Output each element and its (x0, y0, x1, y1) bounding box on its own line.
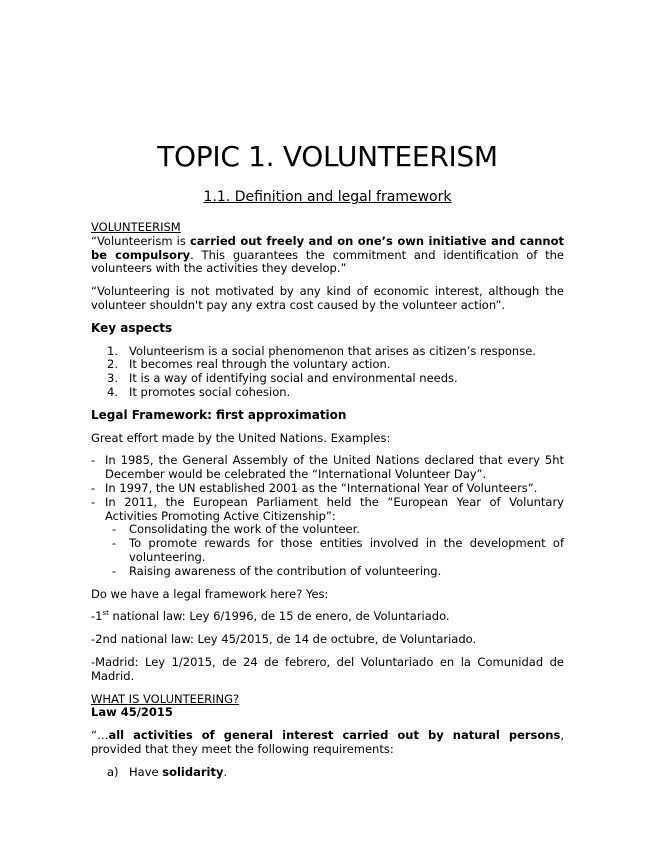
list-item (91, 537, 564, 565)
volunteerism-heading: VOLUNTEERISM (91, 220, 181, 234)
dash-marker: - (91, 494, 96, 509)
law1-post: national law: Ley 6/1996, de 15 de enero, de Voluntariado. (108, 609, 450, 624)
list-item (91, 358, 564, 372)
list-item (91, 386, 564, 400)
list-item (91, 766, 564, 780)
law-reference: Law 45/2015 (91, 705, 173, 720)
legal-examples-list (91, 454, 564, 578)
dash-marker: - (112, 522, 117, 537)
list-text: It promotes social cohesion. (129, 384, 291, 399)
req-bold: solidarity (162, 764, 224, 779)
legal-framework-heading: Legal Framework: first approximation (91, 407, 347, 422)
list-text: To promote rewards for those entities involved in the development of volunteering. (129, 536, 564, 564)
quote1-bold: carried out freely and on one’s own initiative and cannot be compulsory (91, 233, 564, 262)
quote1-post: . This guarantees the commitment and identification of the volunteers with the activities they develop.” (91, 247, 564, 276)
law-2: -2nd national law: Ley 45/2015, de 14 de octubre, de Voluntariado. (91, 632, 477, 647)
law-1 (91, 610, 564, 624)
page-title: TOPIC 1. VOLUNTEERISM (157, 140, 498, 173)
list-item (91, 565, 564, 579)
body-content (91, 221, 564, 780)
dash-marker: - (91, 480, 96, 495)
list-text: Raising awareness of the contribution of volunteering. (129, 563, 442, 578)
quote1-pre: “Volunteerism is (91, 233, 190, 248)
list-text: In 1985, the General Assembly of the United Nations declared that every 5ht December would be celebrated the “International Volunteer Day”. (105, 453, 564, 482)
dash-marker: - (91, 453, 96, 468)
list-number: 1. (107, 343, 118, 358)
list-number: 3. (107, 371, 118, 386)
req-post: . (223, 764, 228, 779)
list-item (91, 482, 564, 496)
volunteerism-quote-1 (91, 235, 564, 276)
requirements-list (91, 766, 564, 780)
list-text: It is a way of identifying social and environmental needs. (129, 371, 458, 386)
section-subtitle (0, 188, 655, 206)
list-text: In 1997, the UN established 2001 as the “International Year of Volunteers”. (105, 480, 538, 495)
quote-bold: all activities of general interest carried out by natural persons (108, 728, 561, 743)
legal-intro: Great effort made by the United Nations. Examples: (91, 430, 391, 445)
law1-sup: st (102, 609, 109, 618)
subtitle-text: 1.1. Definition and legal framework (203, 189, 452, 205)
key-aspects-list (91, 345, 564, 400)
volunteerism-quote-2: “Volunteering is not motivated by any kind of economic interest, although the volunteer shouldn't pay any extra cost caused by the volunteer action”. (91, 284, 564, 312)
list-item (91, 496, 564, 579)
quote-post: , provided that they meet the following requirements: (91, 728, 564, 756)
list-item (91, 454, 564, 482)
key-aspects-heading: Key aspects (91, 320, 173, 335)
list-text: Volunteerism is a social phenomenon that arises as citizen’s response. (129, 343, 536, 358)
list-number: a) (107, 764, 119, 779)
list-number: 2. (107, 357, 118, 372)
list-number: 4. (107, 384, 118, 399)
what-is-quote (91, 729, 564, 757)
legal-question: Do we have a legal framework here? Yes: (91, 586, 329, 601)
dash-marker: - (112, 563, 117, 578)
what-is-heading: WHAT IS VOLUNTEERING? (91, 691, 240, 706)
list-item (91, 372, 564, 386)
list-text: In 2011, the European Parliament held the “European Year of Voluntary Activities Promoting Active Citizenship”: (105, 494, 564, 523)
req-pre: Have (129, 764, 163, 779)
dash-marker: - (112, 536, 117, 551)
list-item (91, 345, 564, 359)
quote-pre: “… (91, 728, 109, 743)
law1-pre: -1 (91, 609, 103, 624)
law-3: -Madrid: Ley 1/2015, de 24 de febrero, del Voluntariado en la Comunidad de Madrid. (91, 654, 564, 683)
list-text: Consolidating the work of the volunteer. (129, 522, 360, 537)
list-text: It becomes real through the voluntary action. (129, 357, 391, 372)
list-item (91, 523, 564, 537)
eu-year-sublist (105, 523, 564, 578)
